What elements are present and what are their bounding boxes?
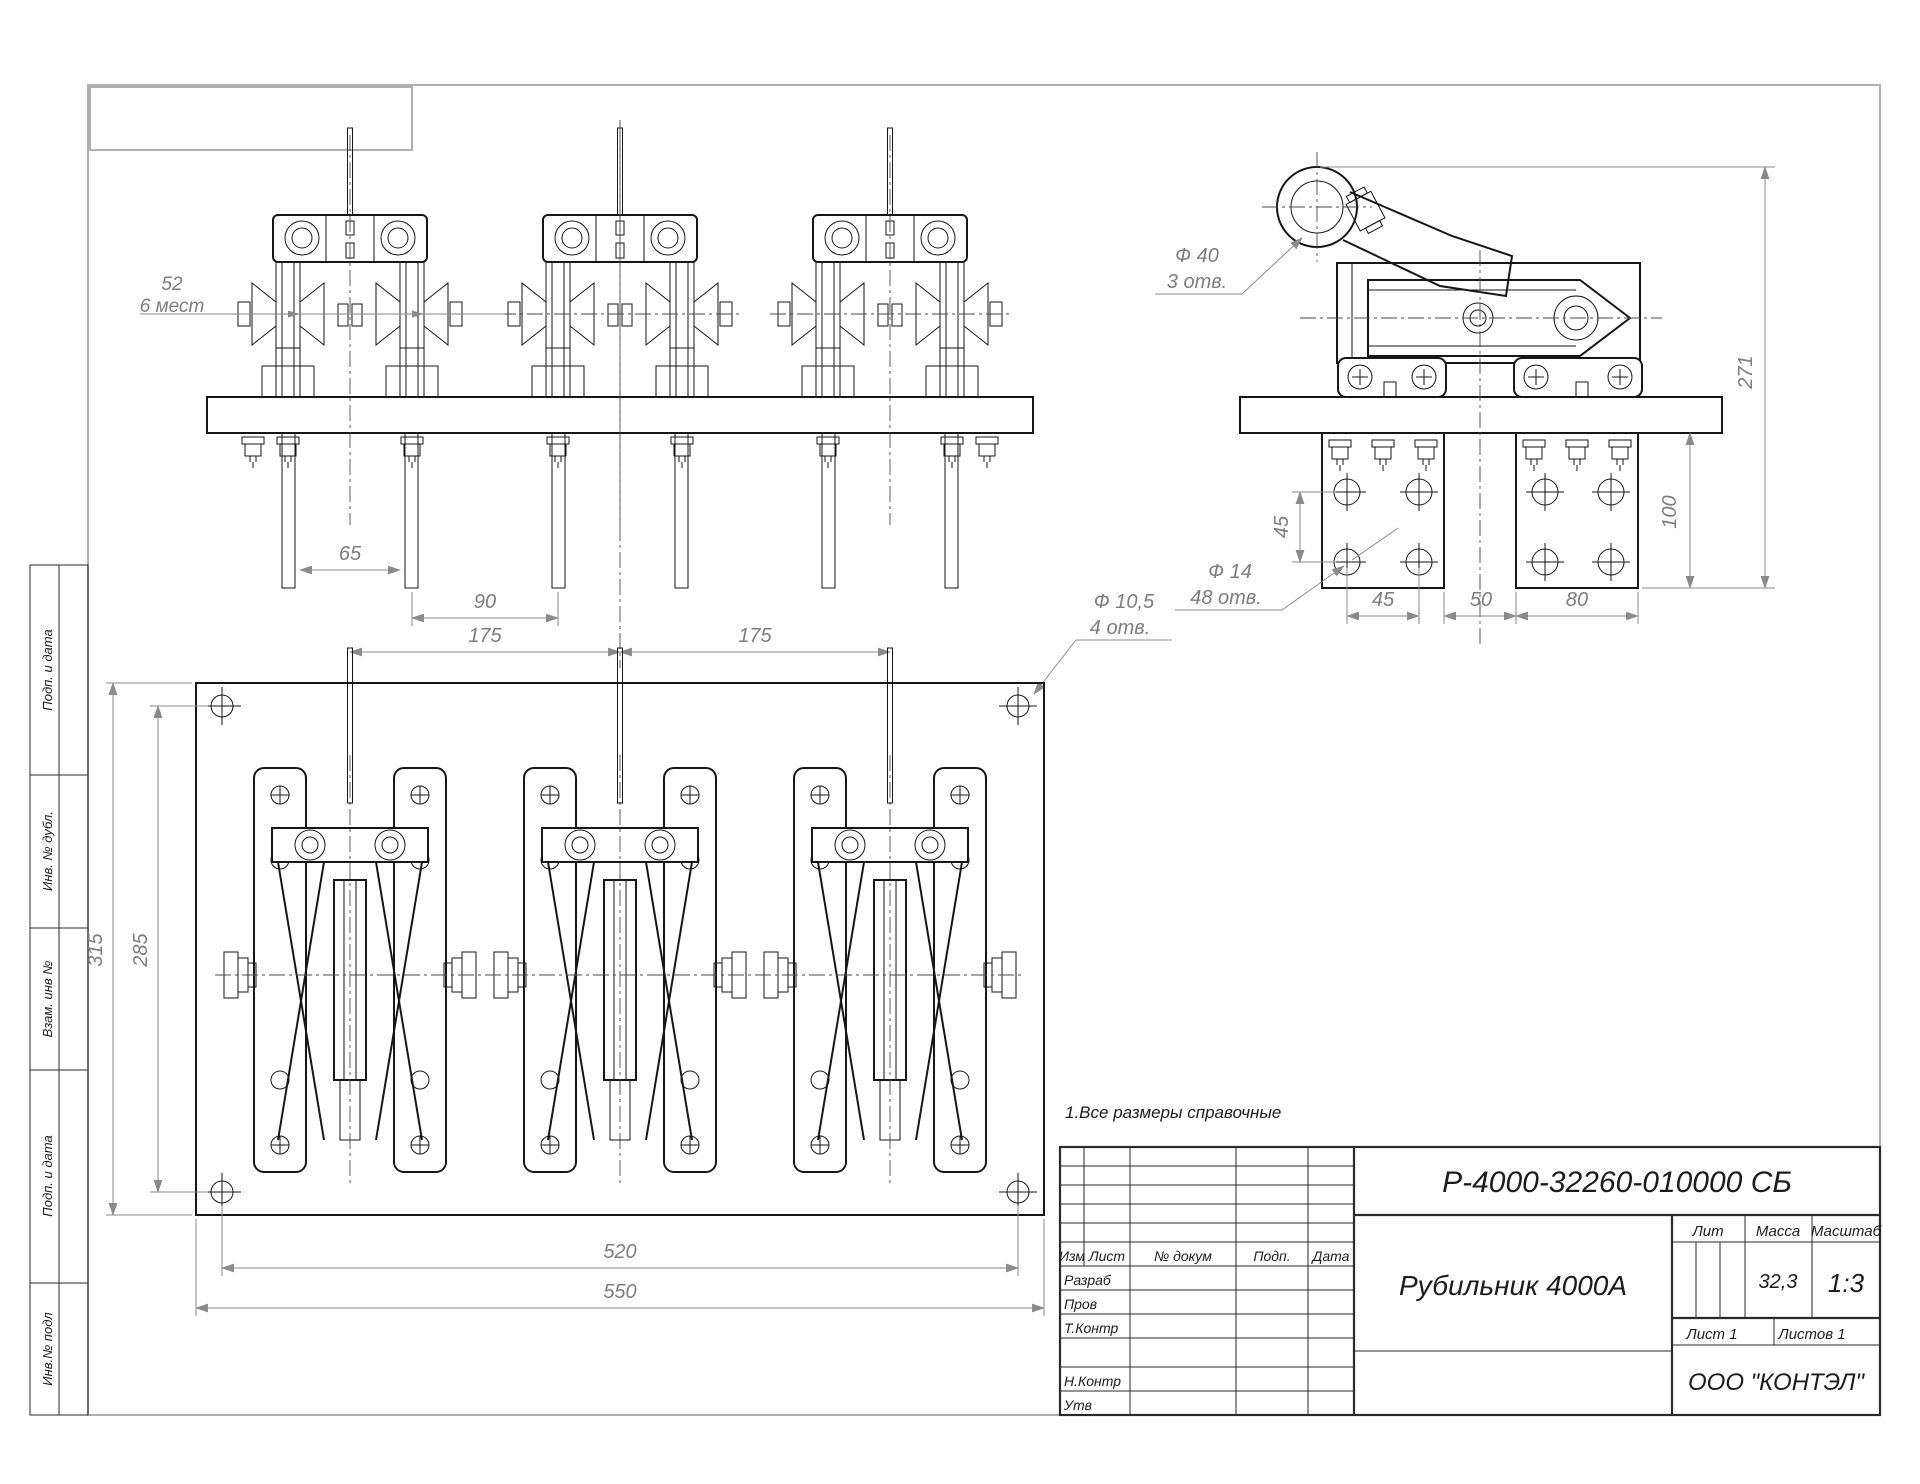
svg-text:45: 45 [1371,589,1395,611]
row-razrab: Разраб [1064,1272,1111,1288]
svg-text:550: 550 [603,1281,637,1303]
sheet-number: Лист 1 [1686,1326,1738,1343]
col-podp: Подп. [1253,1248,1291,1264]
svg-text:65: 65 [338,543,362,565]
stamp-cell-label: Подп. и дата [40,1135,55,1217]
mass-header: Масса [1755,1223,1801,1240]
label-hole-40 [1155,238,1302,294]
stamp-cell-label: Инв.№ подл [40,1312,55,1386]
dim-100 [1659,433,1690,588]
front-view [140,120,1033,668]
sheet-count: Листов 1 [1778,1326,1846,1343]
svg-text:48 отв.: 48 отв. [1190,587,1262,609]
mass-value: 32,3 [1758,1271,1798,1293]
company-name: ООО "КОНТЭЛ" [1687,1369,1865,1396]
svg-text:Ф 10,5: Ф 10,5 [1093,591,1155,613]
label-hole-10-5 [1034,591,1172,694]
dim-65 [300,543,400,570]
col-list: Лист [1088,1248,1126,1264]
svg-text:100: 100 [1659,495,1681,529]
drawing-title: Рубильник 4000А [1398,1270,1628,1301]
side-view [1034,152,1775,694]
svg-text:Ф 14: Ф 14 [1208,561,1252,583]
svg-text:175: 175 [468,625,502,647]
title-block [1059,1147,1882,1415]
stamp-cell-label: Инв. № дубл. [40,811,55,891]
svg-text:285: 285 [130,933,152,967]
row-utv: Утв [1064,1397,1092,1413]
label-hole-14 [1175,528,1398,610]
svg-text:175: 175 [738,625,772,647]
plan-view [85,648,1044,1316]
dim-520 [222,1206,1018,1276]
svg-text:50: 50 [1469,589,1493,611]
row-nkontr: Н.Контр [1064,1373,1122,1389]
dim-50 [1444,589,1516,624]
left-stamp-column [30,565,88,1415]
col-data: Дата [1312,1248,1350,1264]
col-docnum: № докум [1154,1248,1212,1264]
svg-text:90: 90 [473,591,497,613]
svg-text:45: 45 [1271,515,1293,539]
stamp-cell-label: Подп. и дата [40,629,55,711]
dim-45-vertical [1271,492,1336,562]
dim-45-horizontal [1347,568,1419,624]
scale-header: Масштаб [1810,1223,1882,1240]
svg-text:4 отв.: 4 отв. [1089,617,1151,639]
svg-text:Ф 40: Ф 40 [1175,245,1219,267]
svg-text:52: 52 [161,274,183,295]
svg-text:6 мест: 6 мест [139,296,205,317]
dim-90 [412,591,558,626]
tech-note: 1.Все размеры справочные [1065,1103,1282,1122]
col-izm: Изм [1059,1248,1085,1264]
dim-80 [1516,589,1638,624]
scale-value: 1:3 [1827,1268,1865,1298]
stamp-cell-label: Взам. инв № [40,960,55,1038]
svg-text:80: 80 [1565,589,1589,611]
row-prov: Пров [1064,1296,1098,1312]
svg-text:271: 271 [1735,355,1757,389]
lit-header: Лит [1692,1223,1724,1240]
svg-text:3 отв.: 3 отв. [1166,271,1228,293]
row-tkontr: Т.Контр [1064,1320,1119,1336]
svg-text:315: 315 [85,933,107,967]
doc-number: Р-4000-32260-010000 СБ [1442,1166,1792,1199]
svg-text:520: 520 [603,1241,637,1263]
